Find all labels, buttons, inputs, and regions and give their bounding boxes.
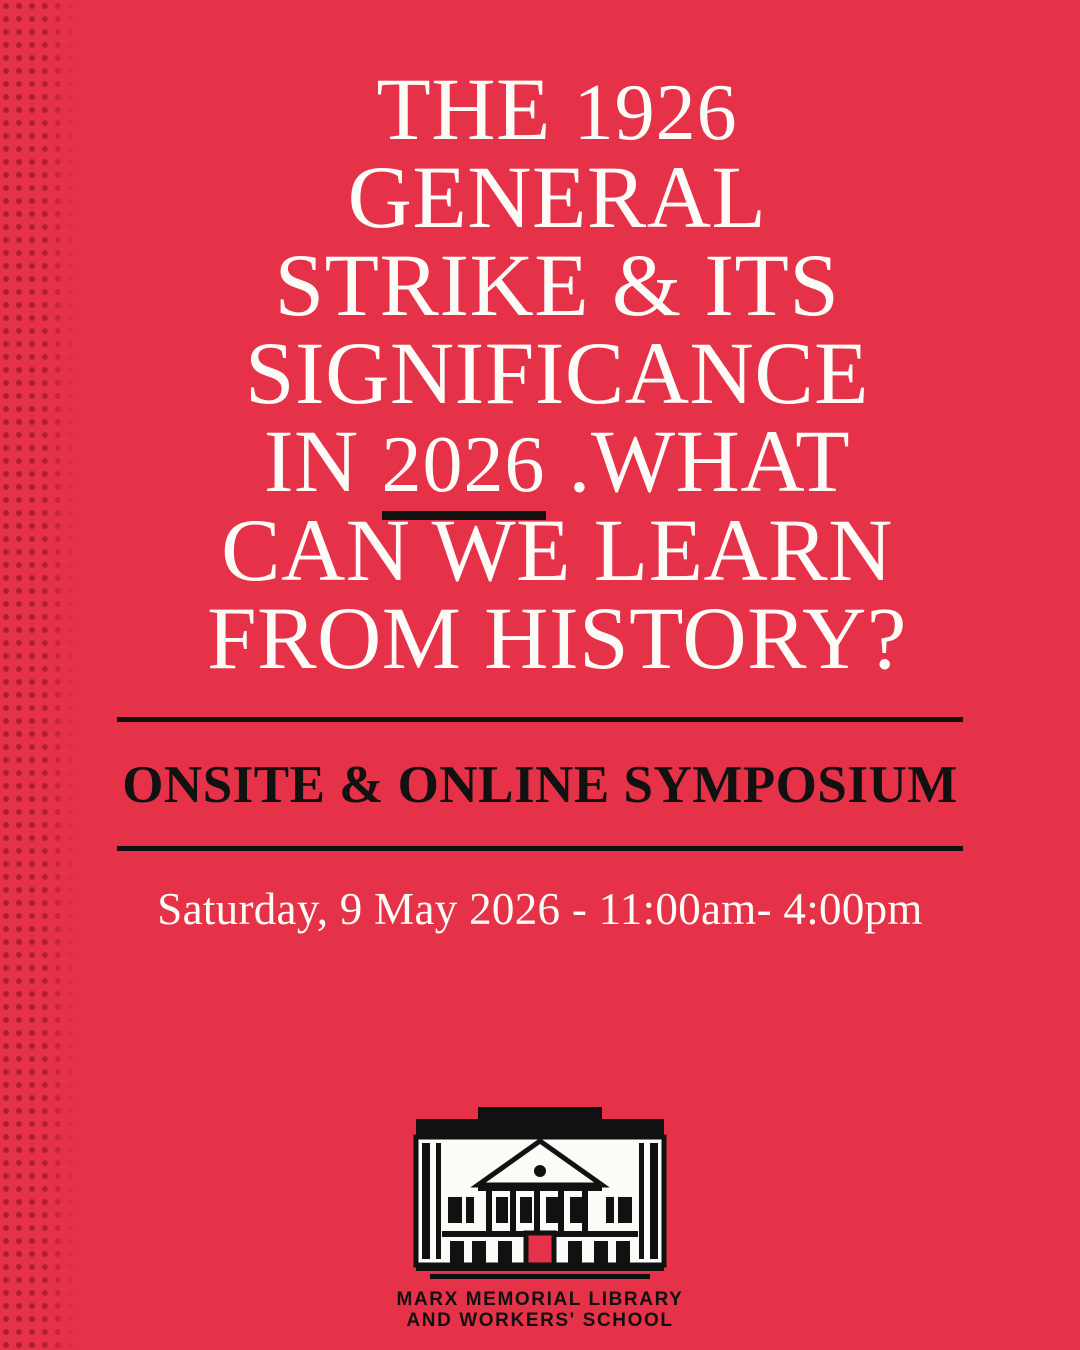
headline-year-1926: 1926 xyxy=(573,69,738,157)
headline-line-1: THE 1926 xyxy=(376,61,738,159)
logo-wordmark xyxy=(397,1289,684,1332)
headline-year-2026-underlined: 2026 xyxy=(382,421,546,520)
headline-line-7: FROM HISTORY? xyxy=(207,589,907,688)
marx-memorial-library-building-icon xyxy=(406,1093,674,1283)
headline-line-4: SIGNIFICANCE xyxy=(244,325,870,424)
headline-line-6: CAN WE LEARN xyxy=(221,501,893,600)
headline-line-3: STRIKE & ITS xyxy=(274,237,840,336)
organisation-logo xyxy=(0,1093,1080,1332)
event-datetime: Saturday, 9 May 2026 - 11:00am- 4:00pm xyxy=(157,883,923,934)
logo-line-1: MARX MEMORIAL LIBRARY xyxy=(396,1289,684,1310)
headline-line-2: GENERAL xyxy=(347,149,767,248)
event-format-subtitle: ONSITE & ONLINE SYMPOSIUM xyxy=(122,755,958,814)
logo-line-2: AND WORKERS' SCHOOL xyxy=(406,1310,674,1332)
headline-line-5: IN 2026 .WHAT xyxy=(94,418,1020,506)
page-title xyxy=(60,61,1020,688)
